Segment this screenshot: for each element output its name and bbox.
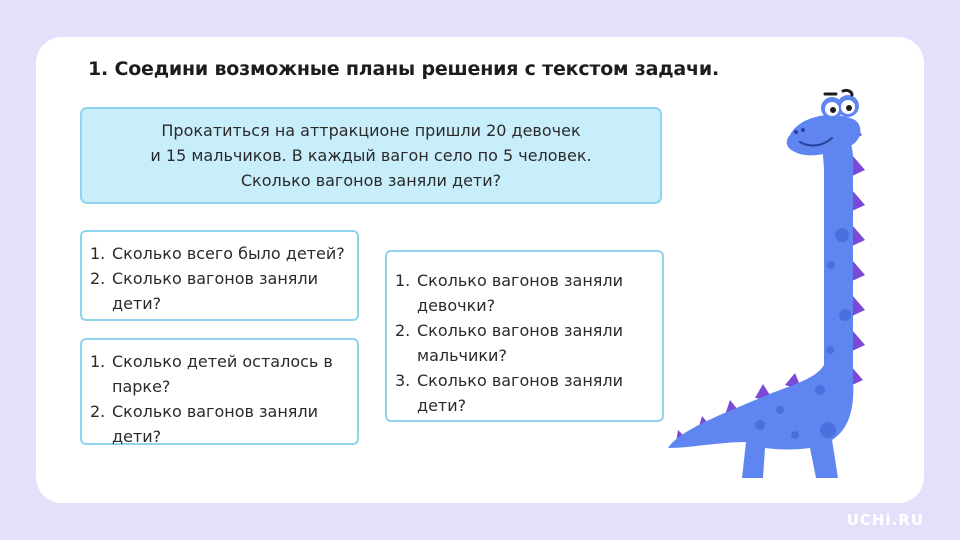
plan-step: 3. Сколько вагонов заняли дети? — [395, 371, 624, 415]
problem-line: и 15 мальчиков. В каждый вагон село по 5 человек. — [150, 145, 592, 165]
plan-step: 1. Сколько всего было детей? — [90, 244, 345, 263]
solution-plan-1[interactable] — [80, 230, 359, 321]
plan-step: 1. Сколько детей осталось в парке? — [90, 352, 333, 396]
plan-step: 2. Сколько вагонов заняли дети? — [90, 402, 319, 446]
problem-text-box — [80, 107, 662, 204]
solution-plan-2[interactable] — [80, 338, 359, 445]
solution-plan-3[interactable] — [385, 250, 664, 422]
problem-line: Сколько вагонов заняли дети? — [240, 170, 502, 190]
plan-step: 2. Сколько вагонов заняли мальчики? — [395, 321, 624, 365]
dinosaur-mascot-icon — [660, 80, 880, 485]
plan-step: 2. Сколько вагонов заняли дети? — [90, 269, 319, 313]
plan-step: 1. Сколько вагонов заняли девочки? — [395, 271, 624, 315]
task-heading: 1. Соедини возможные планы решения с текстом задачи. — [88, 58, 720, 80]
dino-eyes — [821, 90, 859, 119]
problem-line: Прокатиться на аттракционе пришли 20 девочек — [161, 120, 581, 140]
brand-logo: UCHi.RU — [846, 511, 924, 529]
